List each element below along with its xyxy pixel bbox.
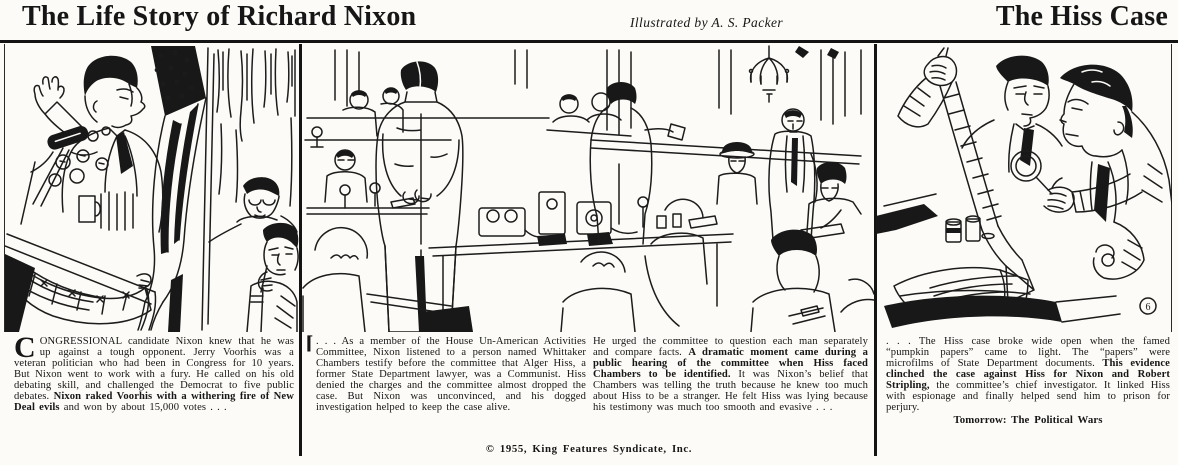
woman-with-hat bbox=[717, 142, 757, 204]
caption-hiss-confrontation bbox=[593, 336, 868, 413]
caption-huac-testimony bbox=[316, 336, 586, 413]
nixon-with-magnifier bbox=[1011, 65, 1172, 279]
artist-mark-number: 6 bbox=[1145, 302, 1151, 313]
wall-and-windows bbox=[307, 50, 861, 164]
podium bbox=[79, 192, 133, 230]
caption-2-text: . . . As a member of the House Un-American Activities Committee, Nixon listened to a person named Whittaker Chambers testify before the committee that Alger Hiss, a former State Department lawyer, was a Communist. Hiss denied the charges and the committee almost dropped the case. But Nixon was unconvinced, and his dogged investigation helped to keep the case alive. bbox=[316, 336, 586, 413]
chandelier bbox=[750, 46, 840, 102]
campaign-speech-illustration bbox=[5, 44, 299, 332]
caption-3-text: He urged the committee to question each man separately and compare facts. bbox=[593, 336, 868, 358]
railing-and-bunting bbox=[5, 234, 156, 332]
copyright-line: © 1955, King Features Syndicate, Inc. bbox=[485, 443, 693, 455]
tomorrow-teaser: Tomorrow: The Political Wars bbox=[953, 414, 1103, 426]
seated-aide bbox=[801, 162, 861, 239]
committee-members-left bbox=[305, 88, 451, 214]
caption-voorhis-campaign bbox=[14, 331, 294, 413]
caption-4-text: . . . The Hiss case broke wide open when the famed “pumpkin papers” came to light. The “papers” were microfilms of State Department documents. bbox=[886, 336, 1170, 369]
series-title: The Life Story of Richard Nixon bbox=[22, 1, 417, 32]
panel-committee-hearing bbox=[301, 44, 874, 332]
microfilm-illustration bbox=[876, 44, 1172, 332]
desk-with-book bbox=[876, 194, 1120, 328]
panel-campaign-speech bbox=[5, 44, 299, 332]
young-listener bbox=[247, 223, 298, 332]
caption-1-tail: and won by about 15,000 votes . . . bbox=[59, 402, 227, 413]
column-bracket-mark: ⌈ bbox=[305, 333, 314, 353]
witness-standing-back bbox=[376, 61, 463, 332]
illustrator-credit: Illustrated by A. S. Packer bbox=[630, 15, 784, 30]
panel-microfilm-evidence bbox=[876, 44, 1172, 332]
caption-pumpkin-papers bbox=[886, 336, 1170, 426]
caption-1-text: ONGRESSIONAL candidate Nixon knew that he was up against a tough opponent. Jerry Voorhis was a veteran politician who had been in Congress for 10 years. But Nixon went to work with a fury. He called on his old debating skill, and challenged the Democrat to five public debates. bbox=[14, 336, 294, 402]
caption-1-bold: Nixon raked Voorhis with a withering fire of New Deal evils bbox=[14, 391, 294, 413]
press-table-equipment bbox=[429, 192, 733, 320]
artist-mark bbox=[1140, 298, 1156, 314]
caption-4-bold: This evidence clinched the case against Hiss for Nixon and Robert Stripling, bbox=[886, 358, 1170, 391]
masthead-rule bbox=[0, 40, 1178, 43]
hearing-room-illustration bbox=[301, 44, 874, 332]
caption-3-bold: A dramatic moment came during a public hearing of the committee when Hiss faced Chambers to be identified. bbox=[593, 347, 868, 380]
caption-4-tail: the committee’s chief investigator. It linked Hiss with espionage and finally helped send him to prison for perjury. bbox=[886, 380, 1170, 413]
episode-title: The Hiss Case bbox=[995, 1, 1168, 32]
caption-3-tail: It was Nixon’s belief that Chambers was telling the truth because he knew too much about Hiss to be a stranger. He felt Hiss was lying because his testimony was much too smooth and evasive . . . bbox=[593, 369, 868, 413]
standing-official bbox=[769, 109, 817, 240]
drop-cap: C bbox=[14, 331, 36, 364]
investigator-gesturing bbox=[590, 82, 685, 244]
